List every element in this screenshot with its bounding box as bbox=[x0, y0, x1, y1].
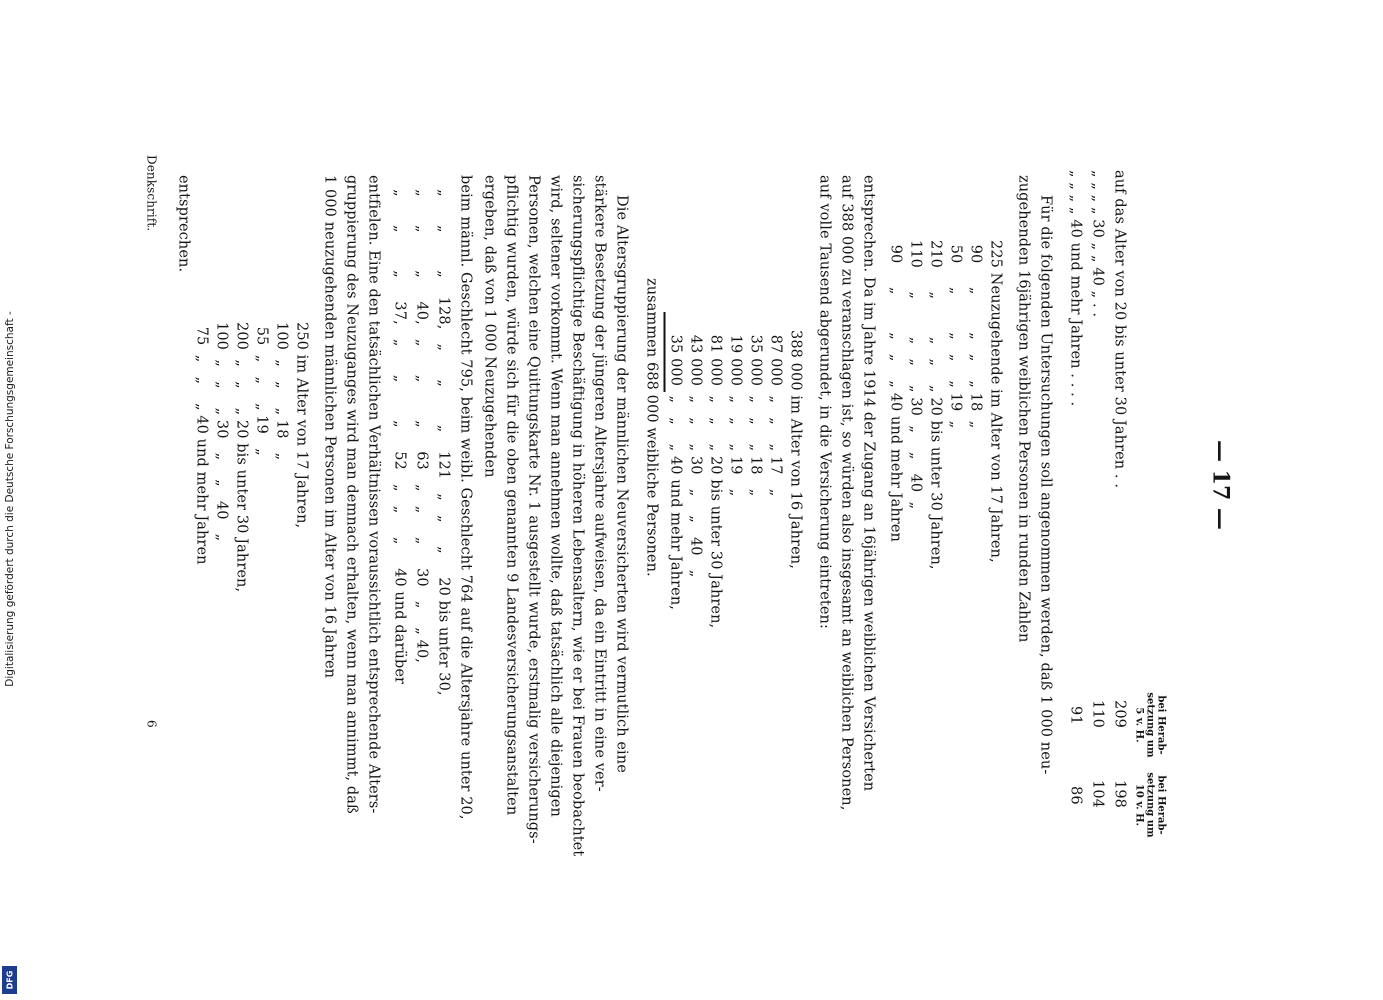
list-item: 35 000 „ „ „ 18 „ bbox=[747, 330, 763, 497]
age-row-label: „ „ „ „ 40 und mehr Jahren . . . . bbox=[1067, 170, 1083, 407]
digitization-note: Digitalisierung gefördert durch die Deutsche Forschungsgemeinschaft - bbox=[4, 311, 16, 687]
list-item: 225 Neuzugehende im Alter von 17 Jahren, bbox=[987, 240, 1003, 563]
column-header-line: setzung um bbox=[1144, 692, 1155, 758]
paragraph-line: Für die folgenden Untersuchungen soll angenommen werden, daß 1 000 neu- bbox=[1037, 195, 1053, 775]
list-item: 200 „ „ „ 20 bis unter 30 Jahren, bbox=[233, 322, 249, 593]
closing-line: entsprechen. bbox=[175, 175, 191, 273]
list-item: 388 000 im Alter von 16 Jahren, bbox=[787, 330, 803, 569]
footer-signature-left: Denkschrift. bbox=[144, 155, 158, 232]
column-header-5-percent bbox=[1133, 690, 1166, 760]
column-header-line: 5 v. H. bbox=[1133, 707, 1144, 743]
list-item: 100 „ „ „ 18 „ bbox=[273, 322, 289, 461]
list-item: „ „ „ 40, „ „ „ 63 „ „ „ 30 „ „ 40, bbox=[413, 175, 429, 663]
column-header-line: bei Herab- bbox=[1155, 695, 1166, 755]
list-item: 90 „ „ „ „ 18 „ bbox=[967, 240, 983, 429]
age-row-value-5: 209 bbox=[1111, 700, 1127, 728]
age-row-value-10: 198 bbox=[1111, 780, 1127, 808]
digitization-sidebar bbox=[2, 4, 18, 994]
age-row-label: „ „ „ „ 30 „ „ 40 „ . . bbox=[1089, 170, 1105, 318]
paragraph-line: sicherungspflichtige Beschäftigung in höheren Lebensaltern, wie er bei Frauen beobachtet bbox=[569, 175, 585, 857]
column-header-line: setzung um bbox=[1144, 772, 1155, 838]
age-row-value-5: 110 bbox=[1089, 700, 1105, 728]
age-row-value-10: 104 bbox=[1089, 780, 1105, 808]
list-item: 210 „ „ „ „ 20 bis unter 30 Jahren, bbox=[927, 240, 943, 570]
paragraph-line: Die Altersgruppierung der männlichen Neuversicherten wird vermutlich eine bbox=[613, 195, 629, 773]
paragraph-line: 1 000 neuzugehenden männlichen Personen im Alter von 16 Jahren bbox=[321, 175, 337, 679]
paragraph-line: entsprechen. Da im Jahre 1914 der Zugang an 16jährigen weiblichen Versicherten bbox=[860, 175, 876, 792]
dfg-logo bbox=[2, 966, 17, 994]
list-item: beim männl. Geschlecht 795, beim weibl. Geschlecht 764 auf die Altersjahre unter 20, bbox=[457, 175, 473, 820]
column-header-10-percent bbox=[1133, 770, 1166, 840]
list-item: 81 000 „ „ „ 20 bis unter 30 Jahren, bbox=[707, 330, 723, 629]
paragraph-line: wird, seltener vorkommt. Wenn man annehmen wollte, daß tatsächlich alle diejenigen bbox=[547, 175, 563, 817]
list-item: 19 000 „ „ „ 19 „ bbox=[727, 330, 743, 497]
paragraph-line: entfielen. Eine den tatsächlichen Verhältnissen voraussichtlich entsprechende Alters- bbox=[365, 175, 381, 814]
list-item: 90 „ „ „ „ 40 und mehr Jahren bbox=[887, 240, 903, 542]
list-item: 100 „ „ „ 30 „ „ 40 „ bbox=[213, 322, 229, 542]
list-item: 50 „ „ „ „ 19 „ bbox=[947, 240, 963, 429]
list-item: „ „ „ 128, „ „ „ 121 „ „ „ 20 bis unter 30, bbox=[435, 175, 451, 696]
list-item: „ „ „ 37, „ „ „ 52 „ „ „ 40 und darüber bbox=[391, 175, 407, 685]
column-header-line: 10 v. H. bbox=[1133, 783, 1144, 827]
age-row-value-10: 86 bbox=[1067, 786, 1083, 805]
list-item: 110 „ „ „ „ 30 „ „ 40 „ bbox=[907, 240, 923, 510]
signature-mark: 6 bbox=[144, 720, 158, 728]
age-row-value-5: 91 bbox=[1067, 706, 1083, 725]
paragraph-line: ergeben, daß von 1 000 Neuzugehenden bbox=[481, 175, 497, 478]
sum-line: zusammen 688 000 weibliche Personen. bbox=[643, 278, 659, 577]
list-item: 87 000 „ „ „ 17 „ bbox=[767, 330, 783, 497]
paragraph-line: auf 388 000 zu veranschlagen ist, so würden also insgesamt an weiblichen Personen, bbox=[838, 175, 854, 811]
list-item: 55 „ „ „ 19 „ bbox=[253, 322, 269, 456]
paragraph-line: auf volle Tausend abgerundet, in die Versicherung eintreten: bbox=[816, 175, 832, 629]
list-item: 75 „ „ „ 40 und mehr Jahren bbox=[193, 322, 209, 565]
list-item: 43 000 „ „ „ 30 „ „ 40 „ bbox=[687, 330, 703, 578]
sum-rule bbox=[663, 312, 665, 392]
paragraph-line: gruppierung des Neuzuganges wird man demnach erhalten, wenn man annimmt, daß bbox=[343, 175, 359, 814]
paragraph-line: pflichtig wurden, würde sich für die oben genannten 9 Landesversicherungsanstalten bbox=[503, 175, 519, 816]
paragraph-line: Personen, welchen eine Quittungskarte Nr. 1 ausgestellt wurde, erstmalig versicherungs- bbox=[525, 175, 541, 844]
page-number: — 17 — bbox=[1207, 440, 1233, 530]
dfg-logo-text: DFG bbox=[5, 970, 14, 990]
age-row-label: auf das Alter von 20 bis unter 30 Jahren . . bbox=[1111, 170, 1127, 489]
paragraph-line: stärkere Besetzung der jüngeren Altersjahre aufweisen, da ein Eintritt in eine ver- bbox=[591, 175, 607, 792]
column-header-line: bei Herab- bbox=[1155, 775, 1166, 835]
list-item: 250 im Alter von 17 Jahren, bbox=[293, 322, 309, 529]
list-item: 35 000 „ „ „ 40 und mehr Jahren, bbox=[667, 330, 683, 610]
paragraph-line: zugehenden 16jährigen weiblichen Personen in runden Zahlen bbox=[1015, 175, 1031, 643]
